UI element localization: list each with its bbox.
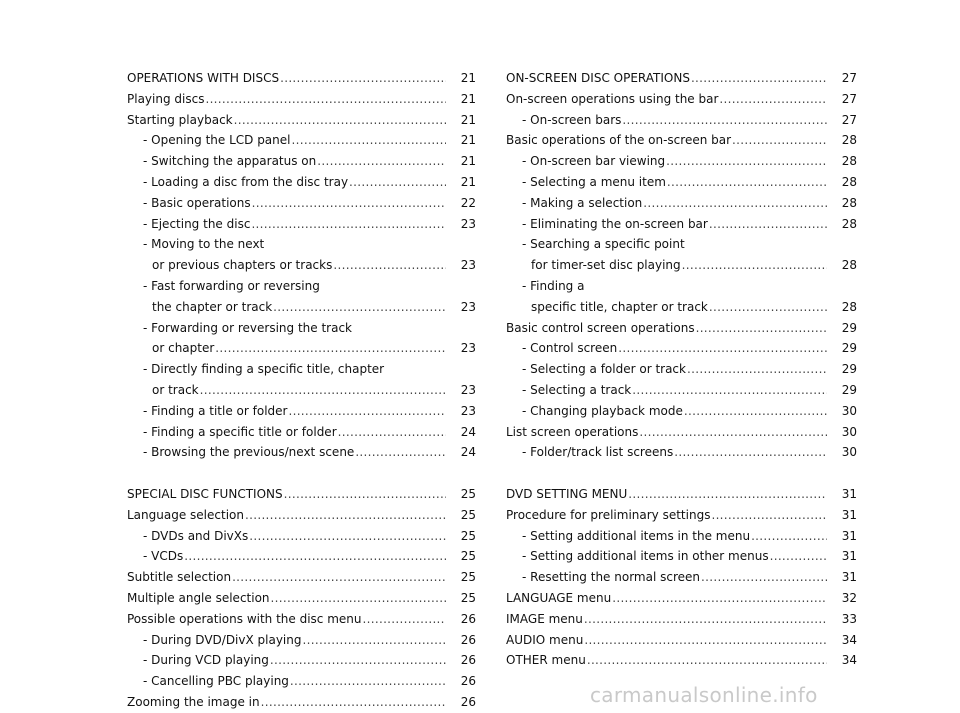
toc-entry-page: 25: [460, 486, 476, 501]
toc-entry: [506, 130, 857, 151]
toc-entry: [506, 276, 857, 318]
watermark: carmanualsonline.info: [590, 683, 818, 707]
toc-entry-title: OPERATIONS WITH DISCS: [127, 71, 280, 85]
toc-entry-title: - Finding a: [522, 278, 585, 293]
toc-entry: [506, 89, 857, 110]
dot-leader: [632, 380, 827, 401]
toc-entry-page: 31: [841, 528, 857, 543]
toc-entry-title: IMAGE menu: [506, 611, 583, 626]
toc-entry-title: - Selecting a folder or track: [522, 362, 686, 377]
toc-entry-page: 21: [460, 91, 476, 106]
toc-entry: [127, 68, 476, 89]
toc-entry: [506, 526, 857, 547]
toc-entry: [127, 692, 476, 713]
toc-entry-title: Language selection: [127, 507, 244, 522]
toc-entry-title: - Fast forwarding or reversing: [143, 278, 320, 293]
toc-entry: [506, 338, 857, 359]
dot-leader: [280, 68, 446, 89]
dot-leader: [245, 505, 446, 526]
toc-entry: [127, 172, 476, 193]
toc-entry: [506, 650, 857, 671]
toc-entry-page: 23: [460, 341, 476, 356]
toc-entry: [506, 505, 857, 526]
toc-entry-page: 34: [841, 632, 857, 647]
toc-column-right: [506, 68, 857, 671]
toc-entry-page: 26: [460, 694, 476, 709]
toc-entry-page: 30: [841, 403, 857, 418]
toc-entry-page: 25: [460, 528, 476, 543]
toc-entry-page: 28: [841, 195, 857, 210]
toc-entry: [506, 214, 857, 235]
toc-entry-title: ON-SCREEN DISC OPERATIONS: [506, 71, 690, 85]
toc-entry-page: 23: [460, 403, 476, 418]
toc-entry-title: - Searching a specific point: [522, 237, 685, 252]
toc-entry-page: 25: [460, 549, 476, 564]
toc-entry: [127, 89, 476, 110]
toc-entry-page: 31: [841, 549, 857, 564]
toc-entry-page: 24: [460, 424, 476, 439]
dot-leader: [338, 422, 446, 443]
dot-leader: [232, 567, 446, 588]
dot-leader: [639, 422, 827, 443]
toc-entry-page: 21: [460, 133, 476, 148]
dot-leader: [711, 505, 827, 526]
dot-leader: [709, 297, 827, 318]
toc-entry-title: - Cancelling PBC playing: [143, 674, 289, 689]
toc-entry-title: - Loading a disc from the disc tray: [143, 174, 349, 189]
dot-leader: [215, 338, 446, 359]
toc-entry-title: AUDIO menu: [506, 632, 584, 647]
dot-leader: [622, 110, 827, 131]
dot-leader: [363, 609, 447, 630]
section-spacer: [127, 463, 476, 484]
toc-entry-title: OTHER menu: [506, 653, 586, 668]
dot-leader: [587, 650, 827, 671]
toc-entry-page: 29: [841, 362, 857, 377]
toc-entry-title: - On-screen bars: [522, 112, 622, 127]
toc-entry-title: or previous chapters or tracks: [152, 258, 333, 273]
toc-entry: [127, 567, 476, 588]
toc-entry: [127, 151, 476, 172]
toc-entry-page: 31: [841, 507, 857, 522]
dot-leader: [696, 318, 827, 339]
toc-entry-page: 27: [841, 112, 857, 127]
toc-entry-title: - Setting additional items in the menu: [522, 528, 751, 543]
toc-entry-title: - Browsing the previous/next scene: [143, 445, 355, 460]
toc-entry-title: - Folder/track list screens: [522, 445, 674, 460]
dot-leader: [249, 526, 446, 547]
toc-entry: [127, 546, 476, 567]
dot-leader: [355, 442, 446, 463]
toc-entry-page: 28: [841, 174, 857, 189]
toc-entry-title: - VCDs: [143, 549, 184, 564]
toc-entry-title: - DVDs and DivXs: [143, 528, 249, 543]
toc-entry: [127, 505, 476, 526]
toc-entry: [127, 401, 476, 422]
toc-entry-title: On-screen operations using the bar: [506, 91, 719, 106]
toc-entry-title: specific title, chapter or track: [531, 299, 708, 314]
toc-entry-title: List screen operations: [506, 424, 639, 439]
toc-entry-page: 30: [841, 445, 857, 460]
toc-entry-title: - On-screen bar viewing: [522, 154, 666, 169]
section-spacer: [506, 463, 857, 484]
toc-entry-page: 25: [460, 570, 476, 585]
toc-entry-title: - During VCD playing: [143, 653, 269, 668]
dot-leader: [303, 630, 447, 651]
dot-leader: [691, 68, 827, 89]
toc-column-left: [127, 68, 476, 713]
toc-entry: [127, 359, 476, 401]
toc-entry: [506, 359, 857, 380]
toc-entry-title: or track: [152, 382, 199, 397]
toc-entry: [506, 318, 857, 339]
dot-leader: [643, 193, 827, 214]
dot-leader: [205, 89, 446, 110]
toc-entry-title: - Ejecting the disc: [143, 216, 251, 231]
toc-entry: [127, 442, 476, 463]
toc-entry-title: - Making a selection: [522, 195, 643, 210]
toc-entry-title: - Resetting the normal screen: [522, 570, 701, 585]
toc-entry-page: 26: [460, 674, 476, 689]
toc-entry: [506, 151, 857, 172]
toc-entry-title: Possible operations with the disc menu: [127, 611, 362, 626]
toc-entry: [506, 401, 857, 422]
toc-entry-title: Starting playback: [127, 112, 233, 127]
dot-leader: [261, 692, 446, 713]
toc-entry: [506, 172, 857, 193]
toc-entry-title: - Basic operations: [143, 195, 251, 210]
toc-entry-page: 29: [841, 382, 857, 397]
toc-entry-title: Multiple angle selection: [127, 590, 270, 605]
toc-entry-title: - Eliminating the on-screen bar: [522, 216, 708, 231]
toc-entry-title: - Finding a title or folder: [143, 403, 288, 418]
toc-entry-title: LANGUAGE menu: [506, 590, 612, 605]
toc-entry: [506, 193, 857, 214]
toc-entry: [506, 380, 857, 401]
toc-entry-title: Subtitle selection: [127, 570, 232, 585]
toc-entry: [127, 110, 476, 131]
toc-entry-page: 31: [841, 486, 857, 501]
toc-entry-title: - Selecting a track: [522, 382, 632, 397]
toc-entry-page: 33: [841, 611, 857, 626]
toc-entry-page: 23: [460, 382, 476, 397]
toc-entry-title: or chapter: [152, 341, 215, 356]
dot-leader: [290, 671, 446, 692]
dot-leader: [270, 650, 446, 671]
toc-entry-title: SPECIAL DISC FUNCTIONS: [127, 486, 283, 501]
toc-entry-page: 24: [460, 445, 476, 460]
toc-entry-page: 31: [841, 570, 857, 585]
toc-entry-page: 27: [841, 71, 857, 85]
toc-entry-page: 26: [460, 653, 476, 668]
toc-entry-title: Zooming the image in: [127, 694, 260, 709]
dot-leader: [252, 193, 446, 214]
dot-leader: [674, 442, 827, 463]
toc-entry-page: 25: [460, 590, 476, 605]
toc-entry: [506, 609, 857, 630]
toc-entry-page: 23: [460, 216, 476, 231]
toc-entry: [127, 422, 476, 443]
toc-entry: [127, 588, 476, 609]
dot-leader: [284, 484, 446, 505]
dot-leader: [719, 89, 827, 110]
toc-entry-title: - Changing playback mode: [522, 403, 683, 418]
toc-entry-page: 34: [841, 653, 857, 668]
toc-entry: [127, 630, 476, 651]
dot-leader: [687, 359, 827, 380]
toc-entry-page: 30: [841, 424, 857, 439]
dot-leader: [618, 338, 827, 359]
toc-entry-title: - Moving to the next: [143, 237, 265, 252]
toc-entry-page: 26: [460, 611, 476, 626]
toc-entry: [506, 588, 857, 609]
toc-entry-title: - Selecting a menu item: [522, 174, 666, 189]
toc-entry-title: - Forwarding or reversing the track: [143, 320, 353, 335]
dot-leader: [732, 130, 827, 151]
toc-entry: [506, 234, 857, 276]
toc-entry-title: - Finding a specific title or folder: [143, 424, 337, 439]
dot-leader: [666, 151, 827, 172]
dot-leader: [184, 546, 446, 567]
toc-entry-title: - Directly finding a specific title, chapter: [143, 362, 385, 377]
toc-entry: [127, 609, 476, 630]
toc-entry-page: 28: [841, 258, 857, 273]
toc-entry-title: - Opening the LCD panel: [143, 133, 291, 148]
toc-entry-page: 28: [841, 299, 857, 314]
toc-entry: [506, 422, 857, 443]
dot-leader: [234, 110, 446, 131]
toc-entry-title: - Control screen: [522, 341, 618, 356]
toc-entry: [127, 276, 476, 318]
toc-entry-page: 21: [460, 154, 476, 169]
dot-leader: [317, 151, 446, 172]
toc-entry-page: 21: [460, 174, 476, 189]
dot-leader: [682, 255, 827, 276]
toc-entry-page: 26: [460, 632, 476, 647]
toc-entry: [127, 671, 476, 692]
dot-leader: [292, 130, 447, 151]
toc-entry-page: 25: [460, 507, 476, 522]
toc-entry-title: - During DVD/DivX playing: [143, 632, 302, 647]
dot-leader: [271, 588, 446, 609]
dot-leader: [349, 172, 446, 193]
dot-leader: [684, 401, 827, 422]
toc-entry: [506, 567, 857, 588]
toc-entry: [506, 546, 857, 567]
dot-leader: [612, 588, 827, 609]
toc-entry-page: 32: [841, 590, 857, 605]
toc-entry-page: 22: [460, 195, 476, 210]
dot-leader: [200, 380, 446, 401]
dot-leader: [584, 630, 827, 651]
toc-entry-page: 29: [841, 320, 857, 335]
dot-leader: [333, 255, 446, 276]
toc-entry: [127, 214, 476, 235]
dot-leader: [628, 484, 827, 505]
dot-leader: [251, 214, 446, 235]
dot-leader: [701, 567, 827, 588]
toc-entry-page: 28: [841, 133, 857, 148]
toc-entry-page: 21: [460, 71, 476, 85]
toc-entry-page: 23: [460, 299, 476, 314]
toc-entry-title: Basic control screen operations: [506, 320, 695, 335]
toc-entry-title: - Setting additional items in other menus: [522, 549, 769, 564]
toc-entry: [506, 110, 857, 131]
toc-entry: [127, 484, 476, 505]
toc-entry: [506, 442, 857, 463]
dot-leader: [751, 526, 827, 547]
dot-leader: [273, 297, 446, 318]
dot-leader: [288, 401, 446, 422]
toc-entry-title: - Switching the apparatus on: [143, 154, 317, 169]
toc-entry: [127, 650, 476, 671]
toc-entry-page: 21: [460, 112, 476, 127]
toc-entry-title: Procedure for preliminary settings: [506, 507, 711, 522]
dot-leader: [709, 214, 827, 235]
toc-entry-title: Playing discs: [127, 91, 205, 106]
toc-entry-title: DVD SETTING MENU: [506, 486, 628, 501]
toc-entry-page: 23: [460, 258, 476, 273]
toc-entry-page: 28: [841, 154, 857, 169]
toc-entry-page: 28: [841, 216, 857, 231]
toc-entry: [506, 68, 857, 89]
toc-entry-title: Basic operations of the on-screen bar: [506, 133, 732, 148]
dot-leader: [770, 546, 827, 567]
toc-entry: [506, 484, 857, 505]
dot-leader: [667, 172, 827, 193]
toc-entry: [127, 526, 476, 547]
toc-entry-page: 29: [841, 341, 857, 356]
toc-entry: [127, 234, 476, 276]
toc-entry-title: the chapter or track: [152, 299, 273, 314]
dot-leader: [584, 609, 827, 630]
toc-entry-page: 27: [841, 91, 857, 106]
toc-entry: [127, 318, 476, 360]
toc-entry: [127, 130, 476, 151]
toc-entry-title: for timer-set disc playing: [531, 258, 681, 273]
toc-entry: [506, 630, 857, 651]
toc-entry: [127, 193, 476, 214]
